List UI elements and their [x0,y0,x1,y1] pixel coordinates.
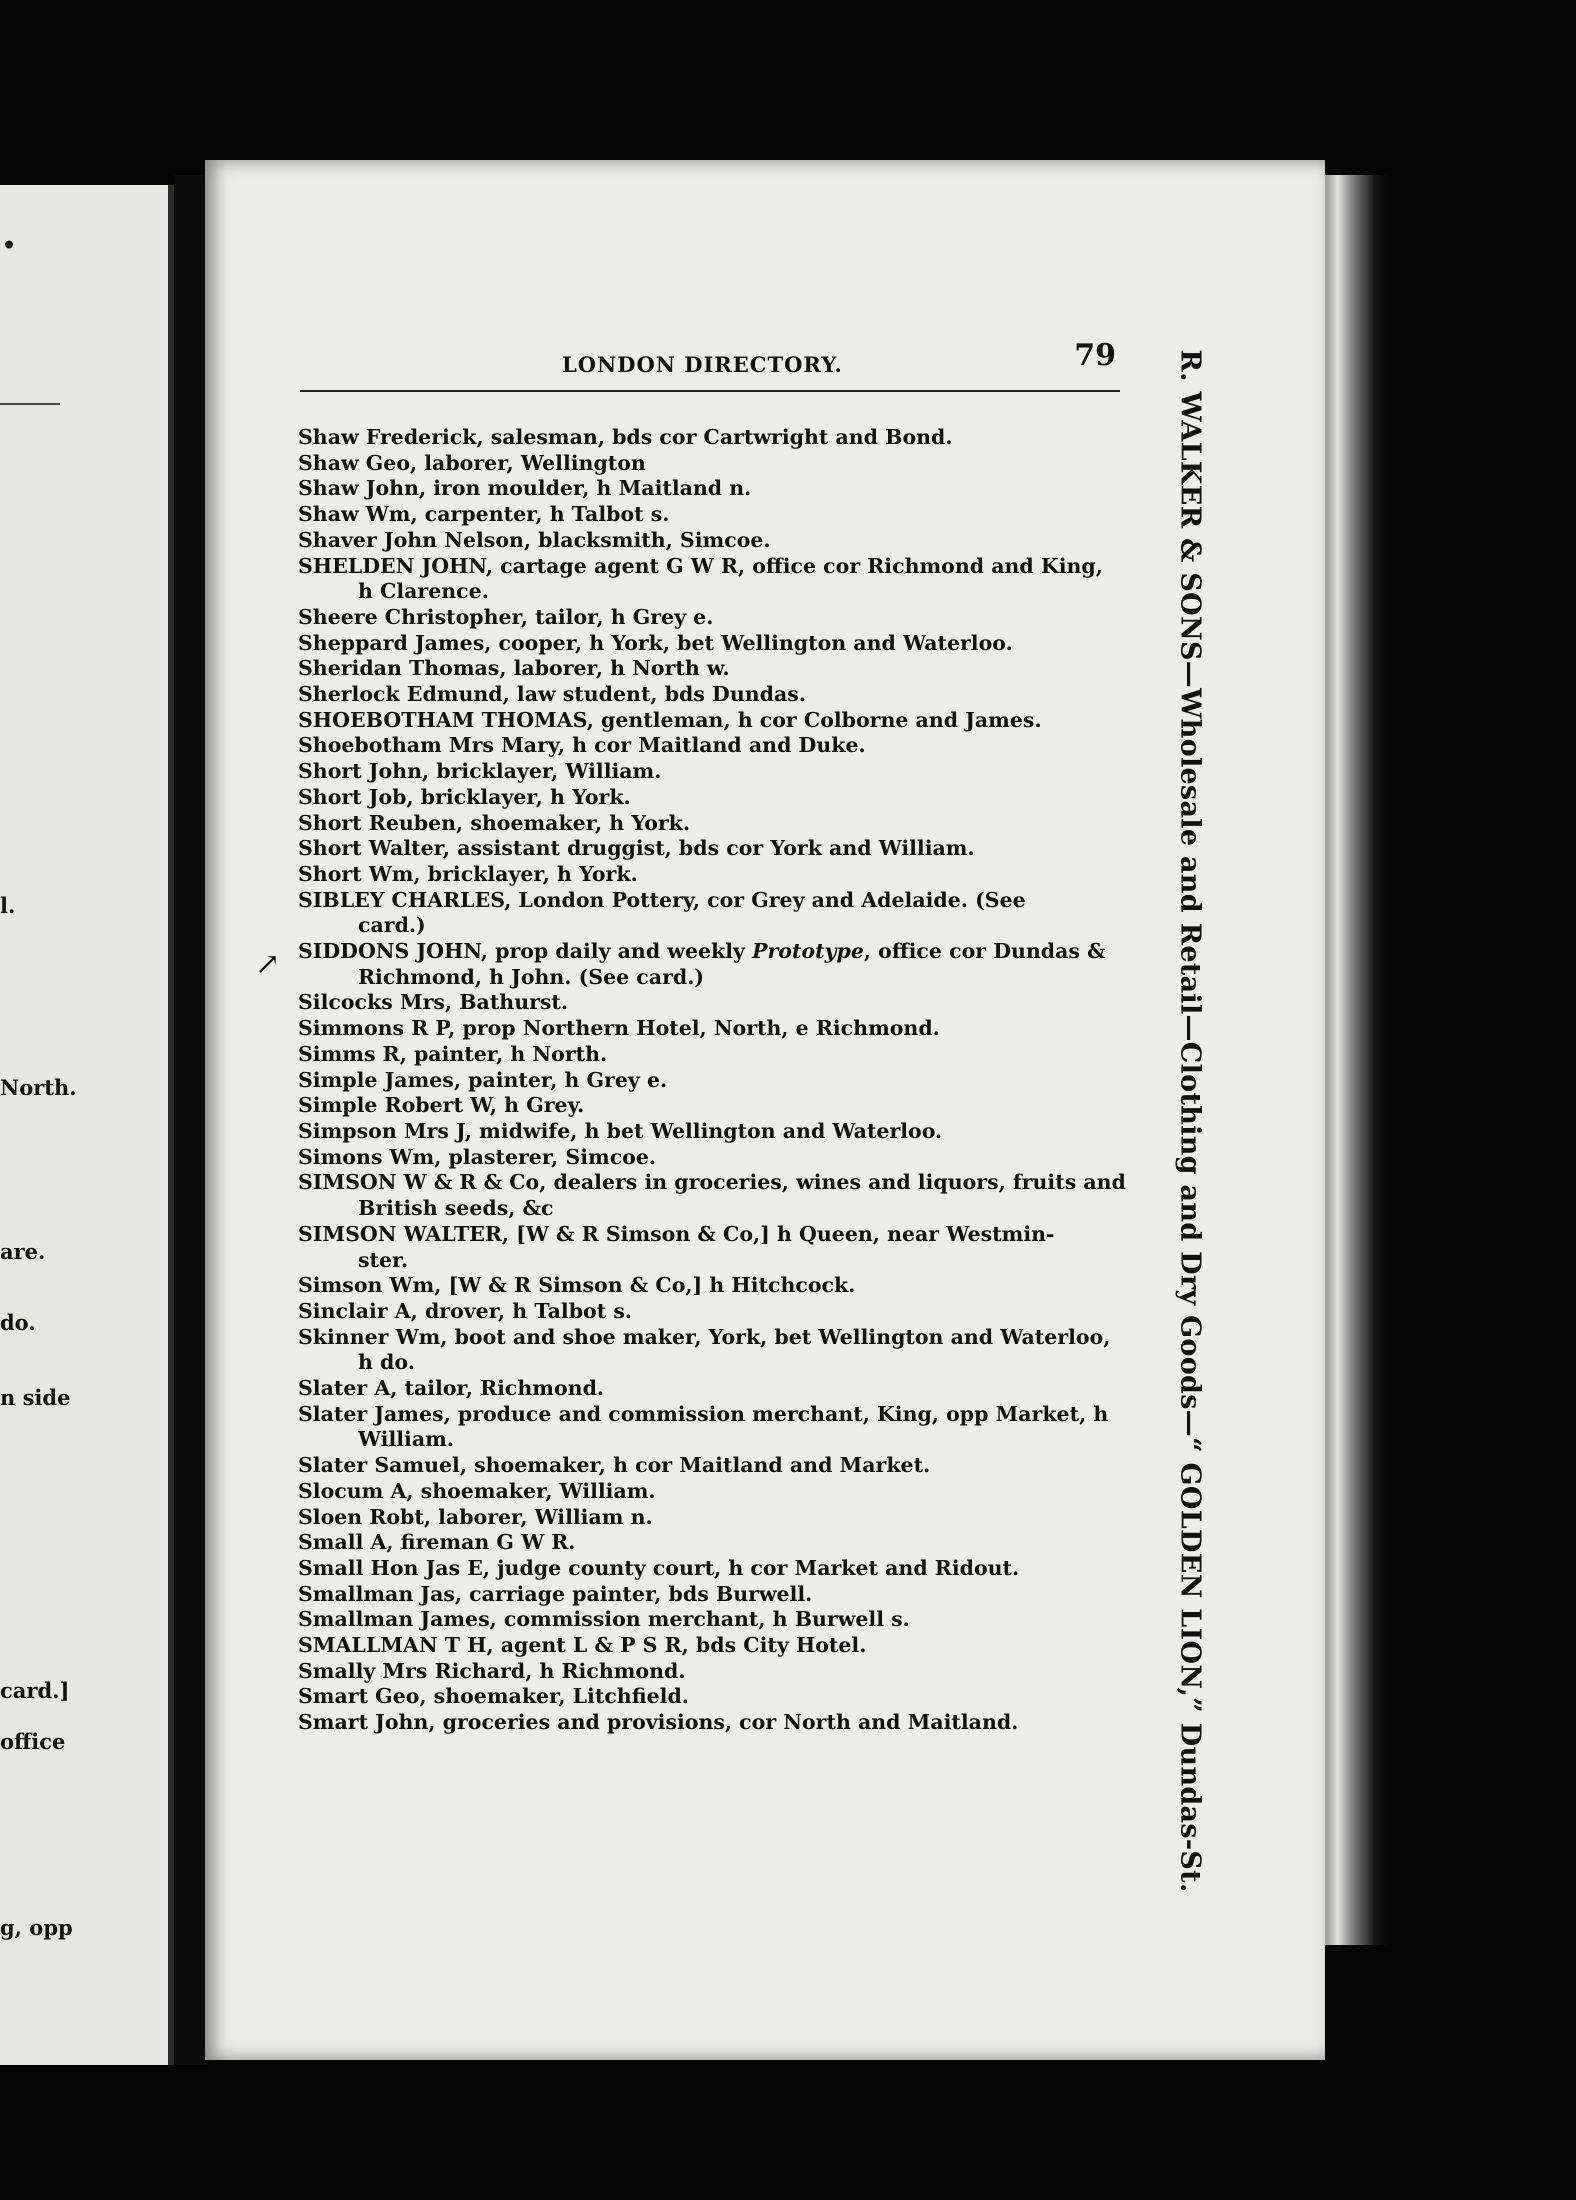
page-number: 79 [1074,338,1116,373]
running-head: LONDON DIRECTORY. [562,352,843,377]
directory-entry: Skinner Wm, boot and shoe maker, York, bet Wellington and Waterloo, [298,1324,1111,1349]
facing-page-rule [0,403,60,405]
directory-entry: Shaver John Nelson, blacksmith, Simcoe. [298,527,771,552]
directory-entry: Shaw Geo, laborer, Wellington [298,450,646,475]
directory-entry: SHOEBOTHAM THOMAS, gentleman, h cor Colborne and James. [298,707,1042,732]
directory-entry: Smart Geo, shoemaker, Litchfield. [298,1684,689,1709]
directory-entry-continuation: Richmond, h John. (See card.) [358,964,705,989]
directory-entry: Sherlock Edmund, law student, bds Dundas. [298,682,806,707]
directory-entry: Smallman James, commission merchant, h Burwell s. [298,1607,910,1632]
facing-page-text: g, opp [0,1915,73,1940]
newspaper-title: Prototype [752,939,864,964]
directory-entry: Sloen Robt, laborer, William n. [298,1504,653,1529]
directory-entry-continuation: British seeds, &c [358,1196,554,1221]
facing-page-text: l. [0,893,16,918]
facing-page-text: do. [0,1310,36,1335]
directory-entry: Slater James, produce and commission merchant, King, opp Market, h [298,1401,1109,1426]
directory-entry-continuation: card.) [358,913,426,938]
directory-entry-continuation: h Clarence. [358,579,489,604]
directory-entry: Simson Wm, [W & R Simson & Co,] h Hitchcock. [298,1273,856,1298]
directory-entry: SIDDONS JOHN, prop daily and weekly Prototype, office cor Dundas & [298,939,1106,964]
directory-entry: SMALLMAN T H, agent L & P S R, bds City Hotel. [298,1633,867,1658]
directory-entry-continuation: h do. [358,1350,415,1375]
directory-entry: Short Job, bricklayer, h York. [298,784,631,809]
directory-entry-continuation: William. [358,1427,454,1452]
directory-entry: Shoebotham Mrs Mary, h cor Maitland and Duke. [298,733,866,758]
facing-page-text: office [0,1729,66,1754]
directory-entry: Simple Robert W, h Grey. [298,1093,585,1118]
directory-entry: Slater A, tailor, Richmond. [298,1376,605,1401]
directory-entry: SIMSON WALTER, [W & R Simson & Co,] h Queen, near Westmin- [298,1221,1055,1246]
directory-entry: Shaw John, iron moulder, h Maitland n. [298,476,752,501]
directory-entry: Simmons R P, prop Northern Hotel, North, e Richmond. [298,1016,940,1041]
directory-entry: SIMSON W & R & Co, dealers in groceries, wines and liquors, fruits and [298,1170,1126,1195]
directory-entry: Sinclair A, drover, h Talbot s. [298,1298,632,1323]
directory-entry: Short John, bricklayer, William. [298,759,662,784]
handwritten-marker: ↗ [255,947,281,982]
directory-entry: SIBLEY CHARLES, London Pottery, cor Grey and Adelaide. (See [298,887,1026,912]
facing-page-text: are. [0,1239,46,1264]
facing-page-text: North. [0,1075,77,1100]
directory-entry: Sheppard James, cooper, h York, bet Wellington and Waterloo. [298,630,1013,655]
directory-entry: Short Reuben, shoemaker, h York. [298,810,691,835]
print-mark: • [2,233,17,259]
directory-entry: Sheridan Thomas, laborer, h North w. [298,656,730,681]
directory-entry: Shaw Wm, carpenter, h Talbot s. [298,502,670,527]
facing-page-text: n side [0,1385,71,1410]
facing-page-fragment [0,185,174,2065]
directory-entry: Simons Wm, plasterer, Simcoe. [298,1144,657,1169]
directory-entry: Short Wm, bricklayer, h York. [298,861,638,886]
directory-entry: Small Hon Jas E, judge county court, h cor Market and Ridout. [298,1555,1020,1580]
directory-entry: Slocum A, shoemaker, William. [298,1478,656,1503]
directory-entry: Smart John, groceries and provisions, cor North and Maitland. [298,1710,1019,1735]
directory-entry: Smally Mrs Richard, h Richmond. [298,1658,686,1683]
directory-entry: Simms R, painter, h North. [298,1041,608,1066]
directory-entry: Slater Samuel, shoemaker, h cor Maitland and Market. [298,1453,931,1478]
directory-entry: Small A, fireman G W R. [298,1530,576,1555]
directory-entry: Simpson Mrs J, midwife, h bet Wellington and Waterloo. [298,1118,943,1143]
directory-entries [298,425,1128,1736]
directory-entry: Simple James, painter, h Grey e. [298,1067,668,1092]
book-gutter [174,175,208,2065]
directory-entry: Sheere Christopher, tailor, h Grey e. [298,604,714,629]
facing-page-text: card.] [0,1678,70,1703]
directory-entry: Short Walter, assistant druggist, bds cor York and William. [298,836,975,861]
directory-entry: Silcocks Mrs, Bathurst. [298,990,569,1015]
page-header [300,338,1120,392]
directory-entry: SHELDEN JOHN, cartage agent G W R, office cor Richmond and King, [298,553,1103,578]
side-advertisement: R. WALKER & SONS—Wholesale and Retail—Clothing and Dry Goods—“ GOLDEN LION,” Dundas-St. [1174,349,1206,1893]
directory-entry-continuation: ster. [358,1247,409,1272]
directory-entry: Smallman Jas, carriage painter, bds Burwell. [298,1581,813,1606]
directory-entry: Shaw Frederick, salesman, bds cor Cartwright and Bond. [298,425,953,449]
